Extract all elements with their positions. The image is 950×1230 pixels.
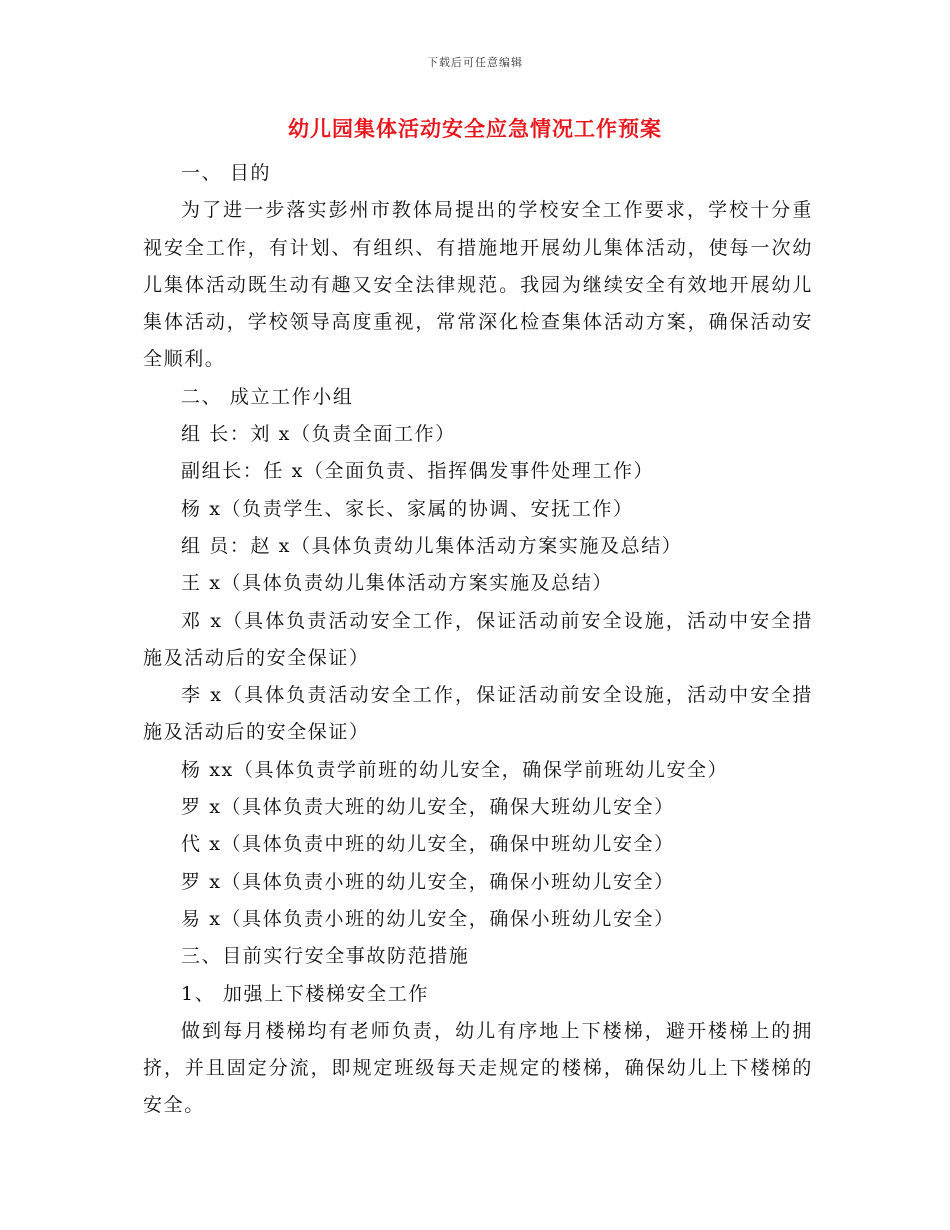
- team-member-line: 易 x（具体负责小班的幼儿安全，确保小班幼儿安全）: [181, 907, 675, 930]
- team-member-line: 杨 xx（具体负责学前班的幼儿安全，确保学前班幼儿安全）: [181, 758, 729, 781]
- team-member-line: 杨 x（负责学生、家长、家属的协调、安抚工作）: [181, 497, 634, 520]
- section-heading: 三、目前实行安全事故防范措施: [181, 945, 470, 968]
- team-member-line: 副组长：任 x（全面负责、指挥偶发事件处理工作）: [181, 460, 655, 483]
- section-heading: 一、 目的: [181, 162, 272, 184]
- document-title: 幼儿园集体活动安全应急情况工作预案: [288, 116, 662, 141]
- body-paragraph: 为了进一步落实彭州市教体局提出的学校安全工作要求，学校十分重视安全工作，有计划、有组织、有措施地开展幼儿集体活动，使每一次幼儿集体活动既生动有趣又安全法律规范。我园为继续安全有效地开展幼儿集体活动，学校领导高度重视，常常深化检查集体活动方案，确保活动安全顺利。: [143, 199, 813, 371]
- team-member-line: 李 x（具体负责活动安全工作，保证活动前安全设施，活动中安全措施及活动后的安全保证）: [143, 684, 813, 744]
- page-header-note: 下载后可任意编辑: [427, 56, 523, 69]
- team-member-line: 邓 x（具体负责活动安全工作，保证活动前安全设施，活动中安全措施及活动后的安全保证）: [143, 609, 813, 669]
- section-heading: 二、 成立工作小组: [181, 385, 354, 408]
- team-member-line: 代 x（具体负责中班的幼儿安全，确保中班幼儿安全）: [181, 833, 675, 856]
- body-paragraph: 做到每月楼梯均有老师负责，幼儿有序地上下楼梯，避开楼梯上的拥挤，并且固定分流，即规定班级每天走规定的楼梯，确保幼儿上下楼梯的安全。: [143, 1019, 813, 1117]
- document-body: [143, 155, 813, 1125]
- team-member-line: 罗 x（具体负责小班的幼儿安全，确保小班幼儿安全）: [181, 870, 675, 893]
- team-member-line: 王 x（具体负责幼儿集体活动方案实施及总结）: [181, 572, 613, 595]
- team-member-line: 组 员：赵 x（具体负责幼儿集体活动方案实施及总结）: [181, 534, 683, 557]
- subsection-heading: 1、 加强上下楼梯安全工作: [181, 982, 429, 1005]
- team-member-line: 组 长：刘 x（负责全面工作）: [181, 423, 456, 446]
- team-member-line: 罗 x（具体负责大班的幼儿安全，确保大班幼儿安全）: [181, 796, 675, 819]
